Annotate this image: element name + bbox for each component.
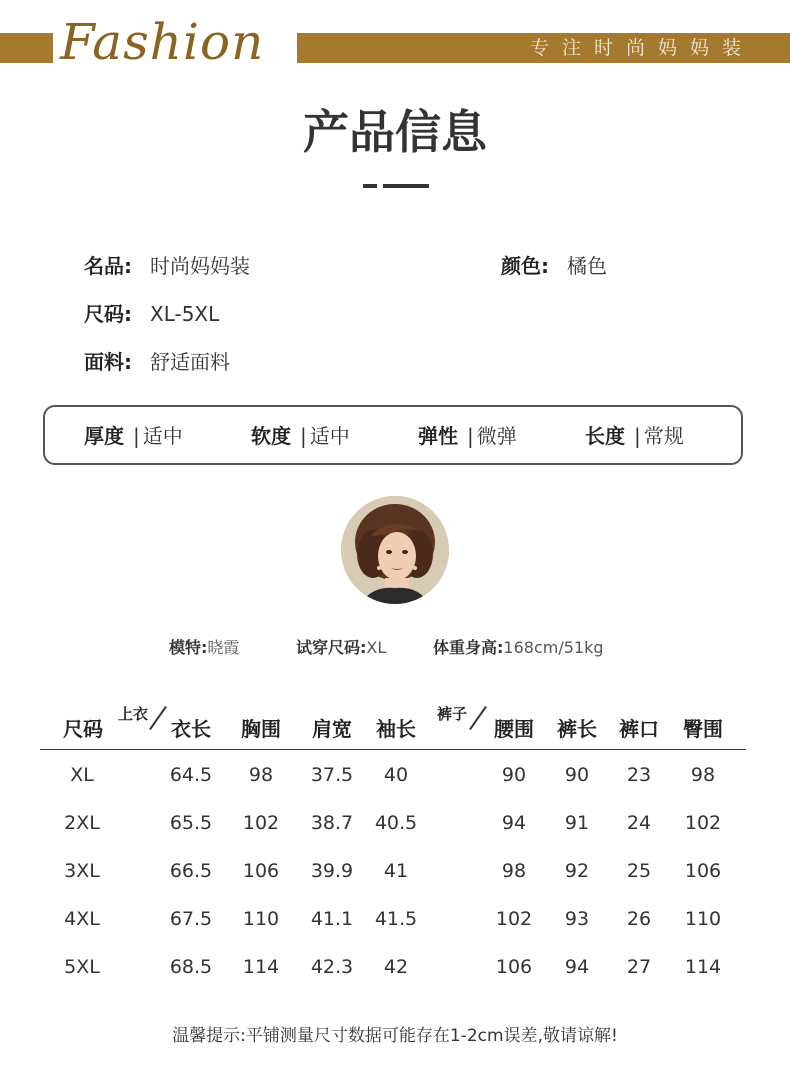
info-size-value: XL-5XL (150, 302, 220, 326)
attr-separator: | (634, 424, 641, 448)
model-size-value: XL (366, 638, 387, 657)
top-group-divider (149, 706, 167, 730)
table-divider (40, 749, 746, 750)
cell-leg-opening: 26 (626, 908, 652, 930)
cell-sleeve: 40 (383, 764, 409, 786)
model-portrait-image (341, 496, 449, 604)
banner-tagline: 专注时尚妈妈装 (529, 37, 754, 59)
col-shoulder: 肩宽 (312, 717, 352, 741)
attribute-box (43, 405, 743, 465)
header-banner (0, 0, 790, 90)
cell-pant-length: 92 (564, 860, 590, 882)
cell-shoulder: 39.9 (310, 860, 354, 882)
attr-softness-label: 软度 (251, 424, 291, 448)
footer-note: 温馨提示:平铺测量尺寸数据可能存在1-2cm误差,敬请谅解! (172, 1026, 618, 1046)
cell-leg-opening: 24 (626, 812, 652, 834)
model-name-value: 晓霞 (207, 638, 240, 657)
info-color-value: 橘色 (567, 254, 607, 278)
model-name-label: 模特: (169, 638, 208, 657)
title-divider-short (363, 184, 377, 188)
model-size (296, 634, 386, 662)
cell-waist: 106 (495, 956, 533, 978)
model-name (169, 634, 239, 662)
info-name-label: 名品: (84, 254, 132, 278)
banner-bar-left (0, 33, 53, 63)
cell-garment-length: 68.5 (169, 956, 213, 978)
size-column-header: 尺码 (63, 717, 103, 741)
cell-bust: 114 (242, 956, 280, 978)
model-size-label: 试穿尺码: (296, 638, 367, 657)
attr-softness (251, 421, 350, 451)
top-group-label: 上衣 (118, 705, 149, 723)
col-bust: 胸围 (241, 717, 281, 741)
cell-leg-opening: 27 (626, 956, 652, 978)
cell-waist: 90 (501, 764, 527, 786)
attr-elasticity (418, 421, 517, 451)
cell-bust: 110 (242, 908, 280, 930)
cell-size: 2XL (64, 812, 100, 834)
cell-pant-length: 91 (564, 812, 590, 834)
cell-shoulder: 41.1 (310, 908, 354, 930)
col-garment-length: 衣长 (171, 717, 211, 741)
attr-separator: | (300, 424, 307, 448)
cell-hip: 106 (684, 860, 722, 882)
info-size (84, 299, 219, 329)
cell-sleeve: 40.5 (374, 812, 418, 834)
info-fabric-label: 面料: (84, 350, 132, 374)
attr-softness-value: 适中 (309, 424, 350, 448)
attr-thickness-label: 厚度 (84, 424, 124, 448)
cell-shoulder: 42.3 (310, 956, 354, 978)
cell-sleeve: 42 (383, 956, 409, 978)
title-divider-long (383, 184, 429, 188)
cell-sleeve: 41 (383, 860, 409, 882)
cell-size: 5XL (64, 956, 100, 978)
cell-waist: 102 (495, 908, 533, 930)
model-avatar (341, 496, 449, 604)
model-body-value: 168cm/51kg (503, 638, 604, 657)
info-fabric (84, 347, 230, 377)
col-pant-length: 裤长 (557, 717, 597, 741)
cell-leg-opening: 25 (626, 860, 652, 882)
cell-leg-opening: 23 (626, 764, 652, 786)
attr-thickness-value: 适中 (142, 424, 183, 448)
model-body (433, 634, 604, 662)
attr-elasticity-label: 弹性 (418, 424, 458, 448)
info-name-value: 时尚妈妈装 (150, 254, 250, 278)
cell-garment-length: 64.5 (169, 764, 213, 786)
cell-waist: 98 (501, 860, 527, 882)
attr-thickness (84, 421, 183, 451)
info-size-label: 尺码: (84, 302, 132, 326)
attr-separator: | (467, 424, 474, 448)
cell-garment-length: 66.5 (169, 860, 213, 882)
cell-bust: 106 (242, 860, 280, 882)
col-waist: 腰围 (494, 717, 534, 741)
cell-size: 4XL (64, 908, 100, 930)
cell-size: XL (70, 764, 94, 786)
cell-waist: 94 (501, 812, 527, 834)
cell-size: 3XL (64, 860, 100, 882)
bottom-group-label: 裤子 (437, 705, 468, 723)
cell-bust: 98 (248, 764, 274, 786)
cell-sleeve: 41.5 (374, 908, 418, 930)
cell-hip: 110 (684, 908, 722, 930)
page-title: 产品信息 (303, 105, 487, 159)
cell-shoulder: 38.7 (310, 812, 354, 834)
attr-separator: | (133, 424, 140, 448)
attr-length (585, 421, 684, 451)
col-hip: 臀围 (683, 717, 723, 741)
attr-length-label: 长度 (585, 424, 625, 448)
cell-hip: 102 (684, 812, 722, 834)
cell-pant-length: 94 (564, 956, 590, 978)
cell-shoulder: 37.5 (310, 764, 354, 786)
cell-hip: 114 (684, 956, 722, 978)
col-sleeve: 袖长 (376, 717, 416, 741)
info-fabric-value: 舒适面料 (150, 350, 230, 374)
cell-garment-length: 65.5 (169, 812, 213, 834)
brand-script: Fashion (60, 13, 265, 71)
bottom-group-divider (469, 706, 487, 730)
cell-pant-length: 90 (564, 764, 590, 786)
size-table-header (0, 700, 790, 750)
cell-pant-length: 93 (564, 908, 590, 930)
attr-elasticity-value: 微弹 (476, 424, 517, 448)
info-color (501, 251, 607, 281)
col-leg-opening: 裤口 (619, 717, 659, 741)
info-name (84, 251, 250, 281)
cell-garment-length: 67.5 (169, 908, 213, 930)
model-body-label: 体重身高: (433, 638, 504, 657)
info-color-label: 颜色: (501, 254, 549, 278)
cell-hip: 98 (690, 764, 716, 786)
cell-bust: 102 (242, 812, 280, 834)
attr-length-value: 常规 (643, 424, 684, 448)
